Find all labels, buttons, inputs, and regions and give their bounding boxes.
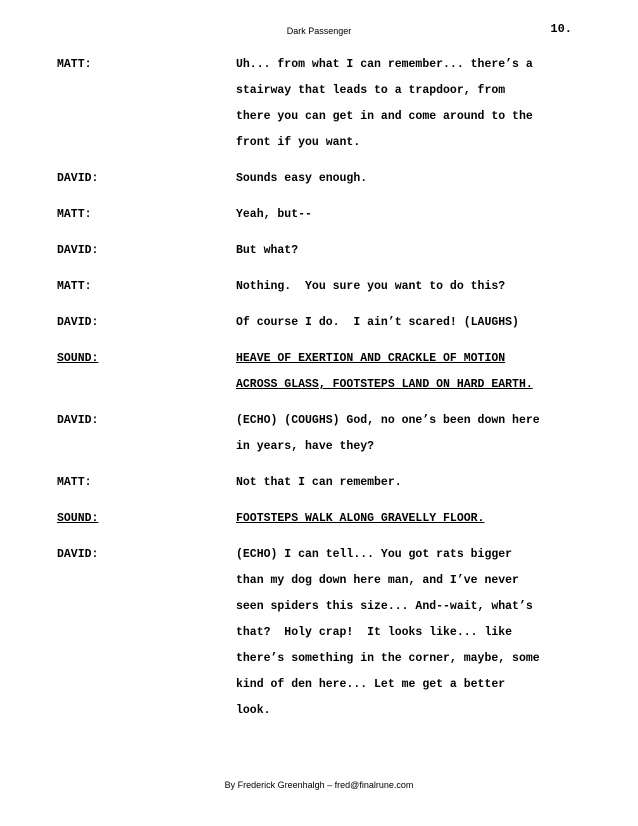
dialogue-line: that? Holy crap! It looks like... like [236, 626, 513, 639]
dialogue-text [236, 506, 577, 532]
speaker-name: MATT: [57, 58, 92, 71]
dialogue-row [57, 310, 577, 336]
dialogue-line: (ECHO) (COUGHS) God, no one’s been down here [236, 414, 540, 427]
dialogue-line: look. [236, 704, 271, 717]
sound-cue [57, 346, 577, 398]
dialogue-line: in years, have they? [236, 440, 375, 453]
speaker-name: MATT: [57, 476, 92, 489]
script-body [57, 52, 577, 734]
dialogue-text [236, 238, 577, 264]
dialogue-line: HEAVE OF EXERTION AND CRACKLE OF MOTION [236, 352, 506, 365]
dialogue-line: Sounds easy enough. [236, 172, 368, 185]
dialogue-line: Of course I do. I ain’t scared! (LAUGHS) [236, 316, 519, 329]
dialogue-text [236, 408, 577, 460]
speaker-name: DAVID: [57, 244, 99, 257]
speaker-name: DAVID: [57, 172, 99, 185]
dialogue-line: ACROSS GLASS, FOOTSTEPS LAND ON HARD EARTH. [236, 378, 533, 391]
dialogue-row [57, 274, 577, 300]
dialogue-row [57, 202, 577, 228]
speaker-name: SOUND: [57, 352, 99, 365]
dialogue-row [57, 166, 577, 192]
speaker-name: SOUND: [57, 512, 99, 525]
dialogue-row [57, 408, 577, 460]
dialogue-line: FOOTSTEPS WALK ALONG GRAVELLY FLOOR. [236, 512, 485, 525]
dialogue-row [57, 470, 577, 496]
dialogue-row [57, 52, 577, 156]
dialogue-line: Not that I can remember. [236, 476, 402, 489]
header-title: Dark Passenger [286, 26, 352, 36]
dialogue-line: there you can get in and come around to the [236, 110, 533, 123]
dialogue-line: than my dog down here man, and I’ve never [236, 574, 519, 587]
page-number: 10. [550, 22, 572, 36]
dialogue-line: front if you want. [236, 136, 361, 149]
dialogue-text [236, 52, 577, 156]
dialogue-line: seen spiders this size... And--wait, what’s [236, 600, 533, 613]
speaker-name: MATT: [57, 208, 92, 221]
speaker-name: DAVID: [57, 316, 99, 329]
dialogue-text [236, 274, 577, 300]
dialogue-line: kind of den here... Let me get a better [236, 678, 506, 691]
dialogue-text [236, 202, 577, 228]
dialogue-text [236, 310, 577, 336]
dialogue-line: there’s something in the corner, maybe, some [236, 652, 540, 665]
dialogue-text [236, 470, 577, 496]
footer-credit: By Frederick Greenhalgh – fred@finalrune.com [224, 780, 414, 790]
sound-cue [57, 506, 577, 532]
dialogue-row [57, 238, 577, 264]
dialogue-row [57, 542, 577, 724]
speaker-name: DAVID: [57, 414, 99, 427]
dialogue-line: (ECHO) I can tell... You got rats bigger [236, 548, 513, 561]
dialogue-line: Yeah, but-- [236, 208, 312, 221]
dialogue-text [236, 166, 577, 192]
speaker-name: DAVID: [57, 548, 99, 561]
dialogue-line: Nothing. You sure you want to do this? [236, 280, 506, 293]
dialogue-line: stairway that leads to a trapdoor, from [236, 84, 506, 97]
dialogue-text [236, 542, 577, 724]
dialogue-line: Uh... from what I can remember... there’s a [236, 58, 533, 71]
dialogue-text [236, 346, 577, 398]
dialogue-line: But what? [236, 244, 299, 257]
speaker-name: MATT: [57, 280, 92, 293]
